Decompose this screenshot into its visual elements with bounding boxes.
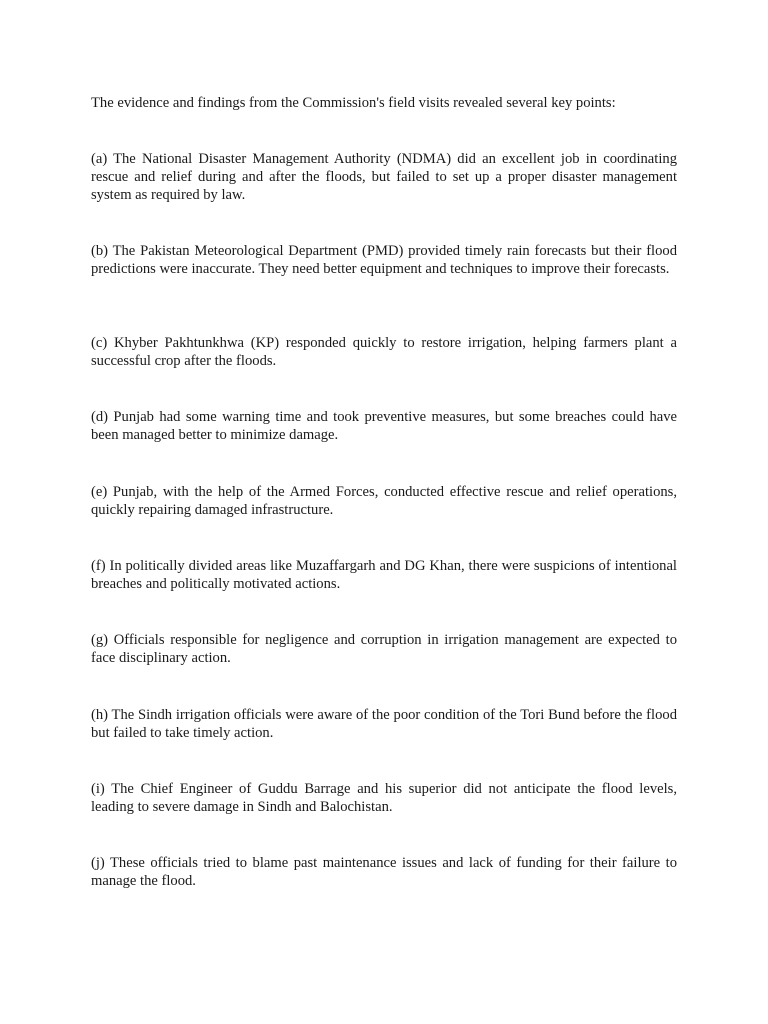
finding-e-paragraph: (e) Punjab, with the help of the Armed Forces, conducted effective rescue and relief operations, quickly repairing damaged infrastructure. <box>91 484 677 519</box>
finding-j-paragraph: (j) These officials tried to blame past maintenance issues and lack of funding for their failure to manage the flood. <box>91 855 677 890</box>
finding-g-paragraph: (g) Officials responsible for negligence and corruption in irrigation management are expected to face disciplinary action. <box>91 632 677 667</box>
finding-i-paragraph: (i) The Chief Engineer of Guddu Barrage and his superior did not anticipate the flood levels, leading to severe damage in Sindh and Balochistan. <box>91 781 677 816</box>
finding-d-paragraph: (d) Punjab had some warning time and took preventive measures, but some breaches could have been managed better to minimize damage. <box>91 409 677 444</box>
finding-f-paragraph: (f) In politically divided areas like Muzaffargarh and DG Khan, there were suspicions of intentional breaches and politically motivated actions. <box>91 558 677 593</box>
finding-a-paragraph: (a) The National Disaster Management Authority (NDMA) did an excellent job in coordinating rescue and relief during and after the floods, but failed to set up a proper disaster management system as required by law. <box>91 151 677 204</box>
finding-h-paragraph: (h) The Sindh irrigation officials were aware of the poor condition of the Tori Bund before the flood but failed to take timely action. <box>91 707 677 742</box>
finding-c-paragraph: (c) Khyber Pakhtunkhwa (KP) responded quickly to restore irrigation, helping farmers plant a successful crop after the floods. <box>91 335 677 370</box>
intro-paragraph: The evidence and findings from the Commission's field visits revealed several key points: <box>91 95 616 111</box>
finding-b-paragraph: (b) The Pakistan Meteorological Department (PMD) provided timely rain forecasts but their flood predictions were inaccurate. They need better equipment and techniques to improve their forecasts. <box>91 243 677 278</box>
